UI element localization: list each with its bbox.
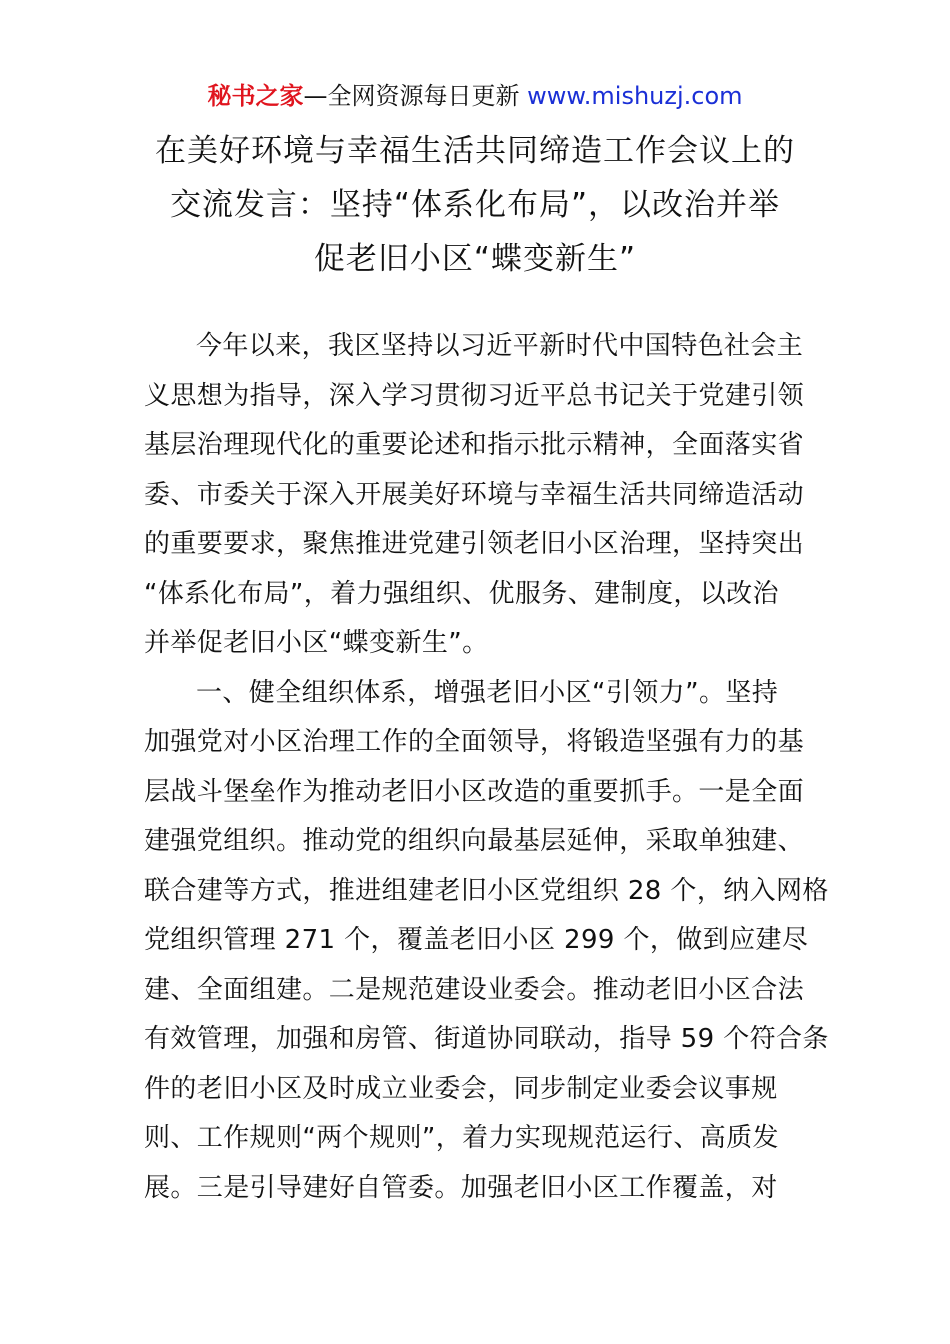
body-line: 件的老旧小区及时成立业委会，同步制定业委会议事规: [144, 1073, 778, 1104]
title-line: 交流发言：坚持“体系化布局”，以改治并举: [169, 187, 781, 223]
body-line: 加强党对小区治理工作的全面领导，将锻造坚强有力的基: [144, 727, 805, 757]
site-header: [0, 80, 950, 112]
title-line: 在美好环境与幸福生活共同缔造工作会议上的: [155, 133, 795, 169]
site-url[interactable]: www.mishuzj.com: [527, 82, 743, 110]
body-line: 展。三是引导建好自管委。加强老旧小区工作覆盖，对: [144, 1172, 778, 1203]
body-line: 党组织管理 271 个，覆盖老旧小区 299 个，做到应建尽: [144, 925, 809, 955]
brand-name: 秘书之家: [207, 82, 304, 110]
body-line: 义思想为指导，深入学习贯彻习近平总书记关于党建引领: [144, 380, 805, 411]
document-body: [144, 322, 829, 1213]
body-line: 基层治理现代化的重要论述和指示批示精神，全面落实省: [144, 430, 805, 460]
body-line: “体系化布局”，着力强组织、优服务、建制度，以改治: [144, 578, 779, 609]
body-line: 有效管理，加强和房管、街道协同联动，指导 59 个符合条: [144, 1024, 829, 1054]
body-line: 建、全面组建。二是规范建设业委会。推动老旧小区合法: [144, 974, 805, 1005]
body-line: 的重要要求，聚焦推进党建引领老旧小区治理，坚持突出: [144, 529, 805, 559]
header-tagline: —全网资源每日更新: [303, 82, 528, 110]
body-line: 层战斗堡垒作为推动老旧小区改造的重要抓手。一是全面: [144, 776, 805, 807]
body-line: 联合建等方式，推进组建老旧小区党组织 28 个，纳入网格: [144, 875, 829, 906]
body-line: 一、健全组织体系，增强老旧小区“引领力”。坚持: [196, 677, 779, 708]
body-line: 并举促老旧小区“蝶变新生”。: [144, 628, 489, 658]
body-line: 委、市委关于深入开展美好环境与幸福生活共同缔造活动: [144, 479, 805, 510]
body-line: 建强党组织。推动党的组织向最基层延伸，采取单独建、: [144, 826, 805, 856]
document-title: [130, 124, 820, 286]
title-line: 促老旧小区“蝶变新生”: [313, 241, 637, 277]
body-line: 今年以来，我区坚持以习近平新时代中国特色社会主: [196, 331, 804, 361]
body-line: 则、工作规则“两个规则”，着力实现规范运行、高质发: [144, 1123, 779, 1153]
